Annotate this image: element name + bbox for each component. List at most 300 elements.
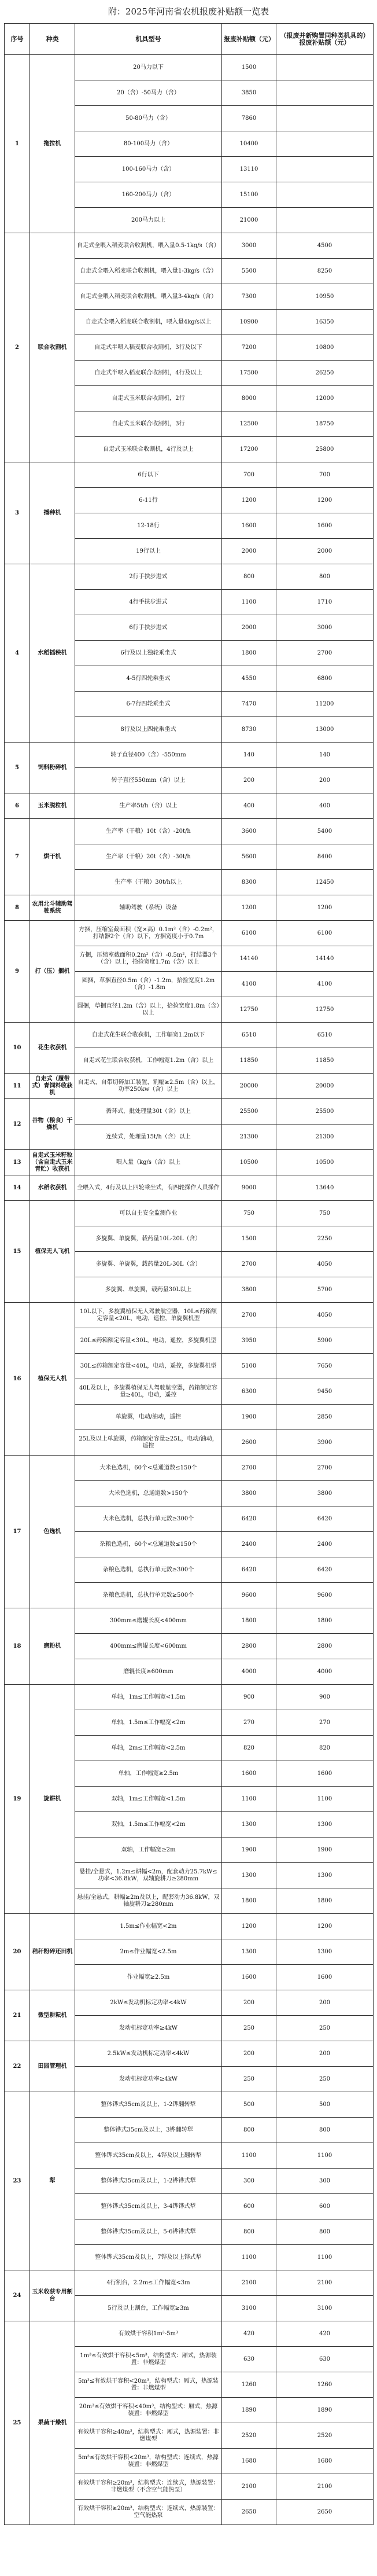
row-model: 100-160马力（含） bbox=[75, 157, 222, 182]
row-seq-number: 16 bbox=[5, 1303, 30, 1456]
row-model: 整体铧式35cm及以上，1-2铧翻转犁 bbox=[75, 2092, 222, 2118]
row-subsidy: 5500 bbox=[222, 259, 276, 284]
row-model: 自走式半喂入稻麦联合收割机，3行及以下 bbox=[75, 335, 222, 361]
row-model: 方捆，压缩室截面积（宽×高）0.1m²（含）-0.2m²，打结器2个（含）以下，方捆宽度小于0.7m bbox=[75, 921, 222, 946]
row-subsidy: 1800 bbox=[222, 1888, 276, 1914]
row-subsidy-new: 1300 bbox=[276, 1812, 374, 1838]
row-subsidy: 3000 bbox=[222, 233, 276, 259]
table-row bbox=[5, 895, 374, 921]
row-model: 双轴，1.5m≤工作幅宽<2m bbox=[75, 1812, 222, 1838]
row-subsidy-new: 1100 bbox=[276, 2245, 374, 2270]
row-model: 转子直径550mm（含）以上 bbox=[75, 768, 222, 793]
row-subsidy-new: 20000 bbox=[276, 1074, 374, 1099]
row-subsidy-new: 7650 bbox=[276, 1354, 374, 1379]
row-subsidy-new: 700 bbox=[276, 462, 374, 488]
row-subsidy-new: 1710 bbox=[276, 590, 374, 615]
row-subsidy: 820 bbox=[222, 1736, 276, 1761]
row-subsidy: 2000 bbox=[222, 615, 276, 641]
row-category: 植保无人机 bbox=[30, 1303, 75, 1456]
row-subsidy-new: 270 bbox=[276, 1710, 374, 1736]
row-subsidy-new: 1200 bbox=[276, 1914, 374, 1939]
row-model: 全喂入式，4行及以上四轮乘坐式，有四轮操作人员操作 bbox=[75, 1175, 222, 1201]
row-subsidy-new: 10950 bbox=[276, 284, 374, 310]
row-subsidy: 1900 bbox=[222, 1838, 276, 1863]
table-row bbox=[5, 1074, 374, 1099]
row-model: 自走式半喂入稻麦联合收割机，4行及以上 bbox=[75, 361, 222, 386]
row-category: 微型耕耘机 bbox=[30, 1990, 75, 2041]
row-subsidy-new: 1100 bbox=[276, 1787, 374, 1812]
row-subsidy-new: 14140 bbox=[276, 946, 374, 972]
row-model: 6行手扶步进式 bbox=[75, 615, 222, 641]
row-subsidy-new: 12000 bbox=[276, 386, 374, 411]
row-model: 2行手扶步进式 bbox=[75, 564, 222, 590]
table-row bbox=[5, 2321, 374, 2347]
row-category: 拖拉机 bbox=[30, 55, 75, 233]
row-category: 谷物（粮食）干燥机 bbox=[30, 1099, 75, 1150]
row-subsidy-new: 4000 bbox=[276, 1659, 374, 1685]
row-subsidy: 1200 bbox=[222, 1914, 276, 1939]
row-model: 大米色选机，总执行单元数≥300个 bbox=[75, 1506, 222, 1532]
row-seq-number: 25 bbox=[5, 2321, 30, 2525]
row-model: 单旋翼，电动/油动，遥控 bbox=[75, 1405, 222, 1430]
row-subsidy-new: 1100 bbox=[276, 2143, 374, 2169]
row-model: 单轴，工作幅宽≥2.5m bbox=[75, 1761, 222, 1787]
row-subsidy: 2700 bbox=[222, 1456, 276, 1481]
table-row bbox=[5, 1023, 374, 1048]
row-subsidy: 1100 bbox=[222, 590, 276, 615]
row-model: 8行及以上四轮乘坐式 bbox=[75, 717, 222, 743]
row-subsidy: 3800 bbox=[222, 1481, 276, 1506]
row-subsidy: 25500 bbox=[222, 1099, 276, 1125]
row-model: 2.5kW≤发动机标定功率<4kW bbox=[75, 2041, 222, 2067]
row-subsidy: 1680 bbox=[222, 2449, 276, 2474]
row-category: 玉米收获专用割台 bbox=[30, 2270, 75, 2321]
row-subsidy: 2650 bbox=[222, 2500, 276, 2525]
row-model: 循环式，批处理量30t（含）以上 bbox=[75, 1099, 222, 1125]
row-subsidy: 1300 bbox=[222, 1863, 276, 1888]
row-subsidy: 11850 bbox=[222, 1048, 276, 1074]
row-subsidy: 8300 bbox=[222, 870, 276, 895]
row-subsidy: 12750 bbox=[222, 997, 276, 1023]
row-model: 6行及以上独轮乘坐式 bbox=[75, 641, 222, 666]
table-row bbox=[5, 2092, 374, 2118]
row-subsidy-new: 300 bbox=[276, 2169, 374, 2194]
row-model: 悬挂/全悬式，1.2m≤耕幅<2m，配套动力25.7kW≤功率<36.8kW，双轴旋耕刀≥280mm bbox=[75, 1863, 222, 1888]
row-subsidy: 20000 bbox=[222, 1074, 276, 1099]
row-subsidy-new bbox=[276, 131, 374, 157]
row-subsidy: 2520 bbox=[222, 2423, 276, 2449]
row-subsidy-new: 820 bbox=[276, 1736, 374, 1761]
row-subsidy: 2700 bbox=[222, 1252, 276, 1277]
row-subsidy-new: 4050 bbox=[276, 1252, 374, 1277]
row-subsidy-new: 200 bbox=[276, 1990, 374, 2016]
row-subsidy: 1200 bbox=[222, 488, 276, 513]
row-model: 整体铧式35cm及以上，1-2铧铧式犁 bbox=[75, 2169, 222, 2194]
row-seq-number: 3 bbox=[5, 462, 30, 564]
row-subsidy: 1890 bbox=[222, 2398, 276, 2423]
row-model: 80-100马力（含） bbox=[75, 131, 222, 157]
row-seq-number: 1 bbox=[5, 55, 30, 233]
row-subsidy: 9600 bbox=[222, 1583, 276, 1608]
row-model: 单轴，1.5m≤工作幅宽<2m bbox=[75, 1710, 222, 1736]
row-subsidy: 3100 bbox=[222, 2296, 276, 2321]
row-seq-number: 17 bbox=[5, 1456, 30, 1608]
row-subsidy: 4550 bbox=[222, 666, 276, 692]
row-model: 20m³≤有效烘干容积<40m³，结构型式：厢式，热源装置：非燃煤型 bbox=[75, 2398, 222, 2423]
row-subsidy: 17500 bbox=[222, 361, 276, 386]
row-seq-number: 6 bbox=[5, 793, 30, 819]
row-subsidy: 17200 bbox=[222, 437, 276, 462]
header-subsidy: 报废补贴额（元） bbox=[222, 24, 276, 55]
row-model: 单轴，1m≤工作幅宽<1.5m bbox=[75, 1685, 222, 1710]
row-category: 犁 bbox=[30, 2092, 75, 2270]
row-subsidy: 7860 bbox=[222, 106, 276, 131]
row-subsidy: 2100 bbox=[222, 2474, 276, 2500]
row-subsidy-new: 750 bbox=[276, 1201, 374, 1226]
row-model: 300mm≤磨辊长度<400mm bbox=[75, 1608, 222, 1634]
row-subsidy: 8000 bbox=[222, 386, 276, 411]
row-seq-number: 11 bbox=[5, 1074, 30, 1099]
row-subsidy: 3950 bbox=[222, 1328, 276, 1354]
row-subsidy-new: 630 bbox=[276, 2347, 374, 2372]
row-subsidy: 200 bbox=[222, 1990, 276, 2016]
row-subsidy: 1100 bbox=[222, 2143, 276, 2169]
row-model: 有效烘干容积≥40m³，结构型式：厢式，热源装置：非燃煤型 bbox=[75, 2423, 222, 2449]
row-subsidy-new: 26250 bbox=[276, 361, 374, 386]
row-model: 50-80马力（含） bbox=[75, 106, 222, 131]
row-model: 可以自主安全监测作业 bbox=[75, 1201, 222, 1226]
row-subsidy: 3800 bbox=[222, 1277, 276, 1303]
table-row bbox=[5, 743, 374, 768]
row-subsidy-new: 2400 bbox=[276, 1532, 374, 1557]
row-subsidy: 14140 bbox=[222, 946, 276, 972]
row-model: 大米色选机，总通道数>150个 bbox=[75, 1481, 222, 1506]
table-row bbox=[5, 1990, 374, 2016]
row-seq-number: 7 bbox=[5, 819, 30, 895]
row-model: 200马力以上 bbox=[75, 208, 222, 233]
table-row bbox=[5, 921, 374, 946]
header-seq: 序号 bbox=[5, 24, 30, 55]
row-model: 400mm≤磨辊长度<600mm bbox=[75, 1634, 222, 1659]
row-subsidy-new: 5700 bbox=[276, 1277, 374, 1303]
row-subsidy: 15100 bbox=[222, 182, 276, 208]
row-subsidy-new bbox=[276, 208, 374, 233]
row-category: 植保无人飞机 bbox=[30, 1201, 75, 1303]
row-model: 10L以下，多旋翼植保无人驾驶航空器，10L≤药箱额定容量<20L，电动，遥控，单旋翼机型 bbox=[75, 1303, 222, 1328]
row-subsidy-new: 500 bbox=[276, 2092, 374, 2118]
row-subsidy: 10400 bbox=[222, 131, 276, 157]
row-subsidy: 700 bbox=[222, 462, 276, 488]
row-subsidy-new: 2800 bbox=[276, 1634, 374, 1659]
row-subsidy-new bbox=[276, 157, 374, 182]
row-model: 发动机标定功率≥4kW bbox=[75, 2016, 222, 2041]
row-model: 有效烘干容积1m³-5m³ bbox=[75, 2321, 222, 2347]
row-subsidy: 21000 bbox=[222, 208, 276, 233]
row-model: 20（含）-50马力（含） bbox=[75, 80, 222, 106]
row-model: 圆捆，草捆直径0.5m（含）-1.2m，拾捡宽度1.2m（含）-1.8m bbox=[75, 972, 222, 997]
row-model: 双轴，工作幅宽≥2m bbox=[75, 1838, 222, 1863]
row-subsidy-new: 2100 bbox=[276, 2474, 374, 2500]
row-subsidy-new: 1200 bbox=[276, 488, 374, 513]
row-category: 联合收割机 bbox=[30, 233, 75, 462]
row-model: 辅助驾驶（系统）设备 bbox=[75, 895, 222, 921]
row-subsidy-new: 1800 bbox=[276, 1888, 374, 1914]
row-model: 杂粮色选机，总执行单元数≥500个 bbox=[75, 1583, 222, 1608]
row-subsidy: 5100 bbox=[222, 1354, 276, 1379]
row-subsidy-new: 800 bbox=[276, 2219, 374, 2245]
row-model: 杂粮色选机，总执行单元数≥300个 bbox=[75, 1557, 222, 1583]
table-row bbox=[5, 462, 374, 488]
table-row bbox=[5, 1150, 374, 1175]
row-subsidy: 12500 bbox=[222, 411, 276, 437]
row-category: 秸秆粉碎还田机 bbox=[30, 1914, 75, 1990]
row-model: 单轴，2m≤工作幅宽<2.5m bbox=[75, 1736, 222, 1761]
row-subsidy-new: 6510 bbox=[276, 1023, 374, 1048]
row-category: 果蔬干燥机 bbox=[30, 2321, 75, 2525]
row-subsidy-new: 2850 bbox=[276, 1405, 374, 1430]
row-model: 发动机标定功率≥4kW bbox=[75, 2067, 222, 2092]
row-subsidy-new: 9450 bbox=[276, 1379, 374, 1405]
table-body bbox=[5, 55, 374, 2525]
row-subsidy-new: 8400 bbox=[276, 844, 374, 870]
row-subsidy-new: 4100 bbox=[276, 972, 374, 997]
row-subsidy: 2100 bbox=[222, 2270, 276, 2296]
row-model: 自走式花生联合收获机，工作幅宽1.2m以下 bbox=[75, 1023, 222, 1048]
row-model: 12-18行 bbox=[75, 513, 222, 539]
row-subsidy-new: 200 bbox=[276, 2041, 374, 2067]
row-model: 5m³≤有效烘干容积<20m³，结构型式：厢式，热源装置：非燃煤型 bbox=[75, 2372, 222, 2398]
row-model: 4-5行四轮乘坐式 bbox=[75, 666, 222, 692]
row-model: 整体铧式35cm及以上，5-6铧铧式犁 bbox=[75, 2219, 222, 2245]
row-subsidy-new: 1680 bbox=[276, 2449, 374, 2474]
row-model: 生产率（干粮）20t（含）-30t/h bbox=[75, 844, 222, 870]
row-subsidy-new: 420 bbox=[276, 2321, 374, 2347]
row-subsidy: 1600 bbox=[222, 1965, 276, 1990]
table-row bbox=[5, 1175, 374, 1201]
row-subsidy: 1100 bbox=[222, 1787, 276, 1812]
row-subsidy: 1600 bbox=[222, 1761, 276, 1787]
row-model: 杂粮色选机，60个<总通道数≤150个 bbox=[75, 1532, 222, 1557]
row-subsidy-new: 6420 bbox=[276, 1506, 374, 1532]
row-subsidy: 9000 bbox=[222, 1175, 276, 1201]
row-subsidy: 200 bbox=[222, 2041, 276, 2067]
row-subsidy: 1600 bbox=[222, 513, 276, 539]
row-subsidy: 2000 bbox=[222, 539, 276, 564]
row-subsidy: 10500 bbox=[222, 1150, 276, 1175]
row-subsidy-new: 1800 bbox=[276, 1608, 374, 1634]
row-category: 田园管理机 bbox=[30, 2041, 75, 2092]
row-subsidy-new: 10500 bbox=[276, 1150, 374, 1175]
row-subsidy: 6510 bbox=[222, 1023, 276, 1048]
row-seq-number: 20 bbox=[5, 1914, 30, 1990]
row-subsidy: 800 bbox=[222, 2118, 276, 2143]
row-subsidy: 13110 bbox=[222, 157, 276, 182]
row-model: 6-7行四轮乘坐式 bbox=[75, 692, 222, 717]
row-subsidy-new: 1890 bbox=[276, 2398, 374, 2423]
row-subsidy: 10900 bbox=[222, 310, 276, 335]
row-model: 喂入量（kg/s（含）以上 bbox=[75, 1150, 222, 1175]
table-row bbox=[5, 55, 374, 80]
row-category: 自走式玉米籽粒（含自走式玉米青贮）收获机 bbox=[30, 1150, 75, 1175]
row-seq-number: 24 bbox=[5, 2270, 30, 2321]
row-subsidy-new: 13640 bbox=[276, 1175, 374, 1201]
row-model: 整体铧式35cm及以上，4铧及以上翻转犁 bbox=[75, 2143, 222, 2169]
row-category: 玉米脱粒机 bbox=[30, 793, 75, 819]
row-model: 自走式花生联合收获机，工作幅宽1.2m（含）以上 bbox=[75, 1048, 222, 1074]
row-model: 160-200马力（含） bbox=[75, 182, 222, 208]
row-model: 磨辊长度≥600mm bbox=[75, 1659, 222, 1685]
row-model: 生产率（干粮）10t（含）-20t/h bbox=[75, 819, 222, 844]
row-subsidy-new: 10800 bbox=[276, 335, 374, 361]
row-model: 有效烘干容积≥20m³，结构型式：连续式，热源装置：空气能热泵 bbox=[75, 2500, 222, 2525]
row-subsidy: 800 bbox=[222, 2219, 276, 2245]
row-subsidy: 500 bbox=[222, 2092, 276, 2118]
row-subsidy: 7470 bbox=[222, 692, 276, 717]
row-subsidy: 6420 bbox=[222, 1557, 276, 1583]
row-category: 农用北斗辅助驾驶系统 bbox=[30, 895, 75, 921]
row-seq-number: 5 bbox=[5, 743, 30, 793]
row-subsidy-new: 800 bbox=[276, 564, 374, 590]
row-subsidy-new: 1600 bbox=[276, 1761, 374, 1787]
row-subsidy: 6100 bbox=[222, 921, 276, 946]
row-subsidy-new: 600 bbox=[276, 2194, 374, 2219]
row-subsidy-new: 200 bbox=[276, 768, 374, 793]
row-subsidy-new: 3000 bbox=[276, 615, 374, 641]
row-model: 25L及以上单旋翼，药箱额定容量≥25L，电动/油动，遥控 bbox=[75, 1430, 222, 1456]
row-model: 大米色选机，60个<总通道数≤150个 bbox=[75, 1456, 222, 1481]
row-subsidy: 4100 bbox=[222, 972, 276, 997]
row-model: 自走式全喂入稻麦联合收割机，喂入量0.5-1kg/s（含） bbox=[75, 233, 222, 259]
row-subsidy: 630 bbox=[222, 2347, 276, 2372]
row-subsidy-new: 1300 bbox=[276, 1939, 374, 1965]
row-subsidy-new bbox=[276, 80, 374, 106]
row-subsidy: 1300 bbox=[222, 1812, 276, 1838]
row-category: 水稻插秧机 bbox=[30, 564, 75, 743]
row-subsidy-new: 12750 bbox=[276, 997, 374, 1023]
row-model: 20马力以下 bbox=[75, 55, 222, 80]
row-model: 自走式，自带切碎加工装置，割幅≥2.5m（含）以上，功率250kw（含）以上 bbox=[75, 1074, 222, 1099]
row-subsidy: 800 bbox=[222, 564, 276, 590]
row-subsidy-new: 2650 bbox=[276, 2500, 374, 2525]
row-subsidy-new: 2520 bbox=[276, 2423, 374, 2449]
row-category: 烘干机 bbox=[30, 819, 75, 895]
row-subsidy-new: 1260 bbox=[276, 2372, 374, 2398]
row-category: 磨粉机 bbox=[30, 1608, 75, 1685]
row-subsidy-new: 12450 bbox=[276, 870, 374, 895]
row-model: 多旋翼、单旋翼，载药量30L以上 bbox=[75, 1277, 222, 1303]
row-seq-number: 23 bbox=[5, 2092, 30, 2270]
row-seq-number: 2 bbox=[5, 233, 30, 462]
row-subsidy: 2800 bbox=[222, 1634, 276, 1659]
row-subsidy: 2600 bbox=[222, 1430, 276, 1456]
row-subsidy-new: 2250 bbox=[276, 1226, 374, 1252]
row-subsidy-new: 6100 bbox=[276, 921, 374, 946]
row-subsidy: 1500 bbox=[222, 1226, 276, 1252]
row-subsidy: 6420 bbox=[222, 1506, 276, 1532]
row-subsidy-new: 3800 bbox=[276, 1481, 374, 1506]
row-subsidy-new: 4500 bbox=[276, 233, 374, 259]
row-subsidy-new: 2100 bbox=[276, 2270, 374, 2296]
row-seq-number: 14 bbox=[5, 1175, 30, 1201]
table-row bbox=[5, 2041, 374, 2067]
header-model: 机具型号 bbox=[75, 24, 222, 55]
row-seq-number: 4 bbox=[5, 564, 30, 743]
row-category: 花生收获机 bbox=[30, 1023, 75, 1074]
row-subsidy-new: 3100 bbox=[276, 2296, 374, 2321]
row-subsidy: 250 bbox=[222, 2016, 276, 2041]
row-category: 自走式（履带式）青饲料收获机 bbox=[30, 1074, 75, 1099]
row-subsidy: 7200 bbox=[222, 335, 276, 361]
row-model: 整体铧式35cm及以上，3铧翻转犁 bbox=[75, 2118, 222, 2143]
row-seq-number: 10 bbox=[5, 1023, 30, 1074]
row-category: 饲料粉碎机 bbox=[30, 743, 75, 793]
row-subsidy-new: 2000 bbox=[276, 539, 374, 564]
row-model: 1m³≤有效烘干容积<5m³，结构型式：厢式，热源装置：非燃煤型 bbox=[75, 2347, 222, 2372]
row-subsidy-new: 1900 bbox=[276, 1838, 374, 1863]
row-model: 自走式玉米联合收割机，4行及以上 bbox=[75, 437, 222, 462]
row-subsidy-new: 18750 bbox=[276, 411, 374, 437]
row-model: 双轴，1m≤工作幅宽<1.5m bbox=[75, 1787, 222, 1812]
table-row bbox=[5, 1201, 374, 1226]
row-subsidy: 2700 bbox=[222, 1303, 276, 1328]
row-subsidy: 2400 bbox=[222, 1532, 276, 1557]
row-subsidy-new: 6800 bbox=[276, 666, 374, 692]
row-subsidy-new: 13000 bbox=[276, 717, 374, 743]
row-model: 30L≤药箱额定容量<40L，电动，遥控，多旋翼机型 bbox=[75, 1354, 222, 1379]
row-subsidy-new: 400 bbox=[276, 793, 374, 819]
row-subsidy: 4000 bbox=[222, 1659, 276, 1685]
table-row bbox=[5, 1685, 374, 1710]
row-seq-number: 22 bbox=[5, 2041, 30, 2092]
row-seq-number: 18 bbox=[5, 1608, 30, 1685]
row-subsidy: 3850 bbox=[222, 80, 276, 106]
table-row bbox=[5, 793, 374, 819]
row-subsidy: 300 bbox=[222, 2169, 276, 2194]
row-subsidy-new: 250 bbox=[276, 2016, 374, 2041]
row-subsidy: 400 bbox=[222, 793, 276, 819]
row-model: 转子直径400（含）-550mm bbox=[75, 743, 222, 768]
row-subsidy: 1800 bbox=[222, 641, 276, 666]
row-model: 自走式玉米联合收割机，2行 bbox=[75, 386, 222, 411]
row-model: 自走式全喂入稻麦联合收割机，喂入量4kg/s以上 bbox=[75, 310, 222, 335]
row-seq-number: 15 bbox=[5, 1201, 30, 1303]
row-subsidy-new: 140 bbox=[276, 743, 374, 768]
row-model: 生产率5t/h（含）以上 bbox=[75, 793, 222, 819]
row-model: 2m≤作业幅宽<2.5m bbox=[75, 1939, 222, 1965]
row-subsidy-new: 25800 bbox=[276, 437, 374, 462]
row-subsidy: 1200 bbox=[222, 895, 276, 921]
row-subsidy-new: 25500 bbox=[276, 1099, 374, 1125]
table-row bbox=[5, 1099, 374, 1125]
row-model: 自走式全喂入稻麦联合收割机，喂入量3-4kg/s（含） bbox=[75, 284, 222, 310]
row-seq-number: 19 bbox=[5, 1685, 30, 1914]
row-seq-number: 9 bbox=[5, 921, 30, 1023]
row-model: 20L≤药箱额定容量<30L，电动，遥控，多旋翼机型 bbox=[75, 1328, 222, 1354]
row-subsidy-new: 9600 bbox=[276, 1583, 374, 1608]
row-subsidy-new: 16350 bbox=[276, 310, 374, 335]
row-subsidy-new: 1600 bbox=[276, 513, 374, 539]
table-header-row bbox=[5, 24, 374, 55]
row-subsidy: 8730 bbox=[222, 717, 276, 743]
table-row bbox=[5, 819, 374, 844]
row-subsidy: 3600 bbox=[222, 819, 276, 844]
row-subsidy: 420 bbox=[222, 2321, 276, 2347]
row-model: 5行及以上割台，工作幅宽≥3m bbox=[75, 2296, 222, 2321]
header-category: 种类 bbox=[30, 24, 75, 55]
row-subsidy: 5600 bbox=[222, 844, 276, 870]
row-seq-number: 13 bbox=[5, 1150, 30, 1175]
row-subsidy-new bbox=[276, 55, 374, 80]
